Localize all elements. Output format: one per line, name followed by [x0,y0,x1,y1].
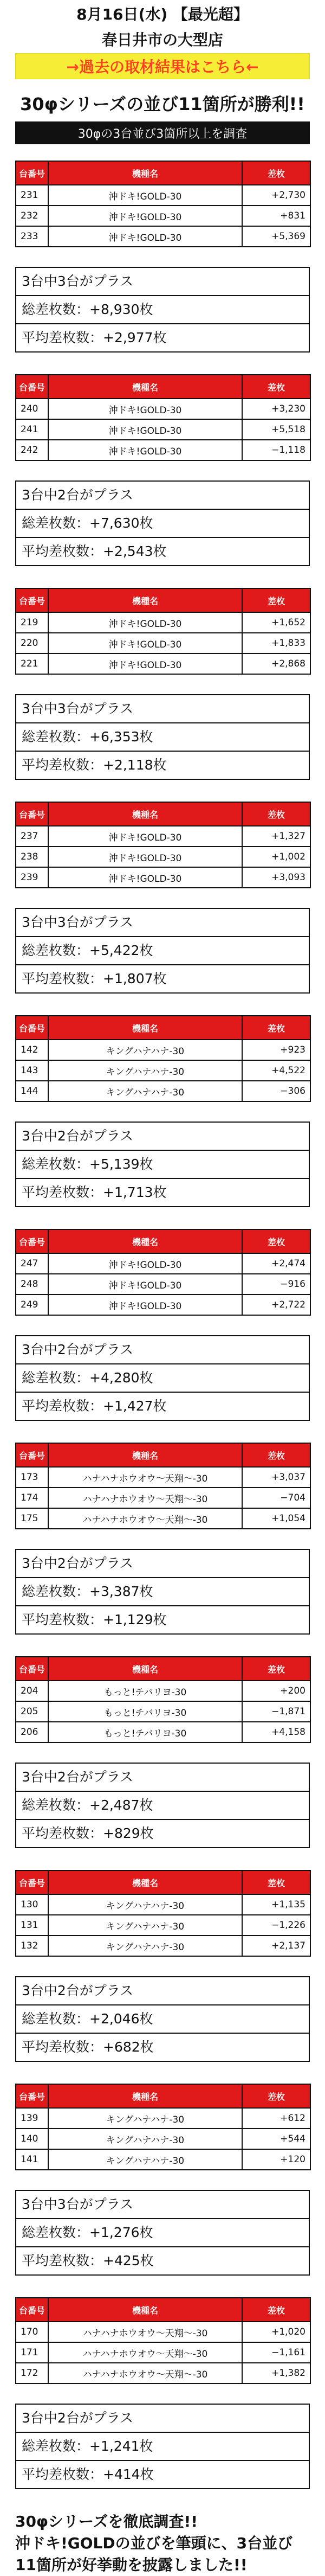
header-machine-name: 機種名 [48,802,242,826]
summary-plus-count: 3台中3台がプラス [16,695,309,723]
summary-total: 総差枚数：+4,280枚 [16,1364,309,1393]
table-row [16,653,310,674]
machine-name: キングハナハナ-30 [48,1060,242,1081]
machine-name: 沖ドキ!GOLD-30 [48,1274,242,1295]
summary-total: 総差枚数：+8,930枚 [16,296,309,324]
coin-difference: +1,054 [242,1508,310,1529]
machine-number: 175 [16,1508,48,1529]
result-table [15,2297,311,2384]
table-row [16,1488,310,1508]
machine-name: ハナハナホウオウ〜天翔〜-30 [48,2342,242,2363]
table-header-row [16,588,310,612]
table-row [16,1274,310,1295]
result-group [15,1443,310,1656]
table-header-row [16,1229,310,1253]
result-group [15,1870,310,2084]
table-row [16,2149,310,2170]
machine-number: 174 [16,1488,48,1508]
machine-number: 232 [16,206,48,226]
machine-number: 141 [16,2149,48,2170]
machine-name: ハナハナホウオウ〜天翔〜-30 [48,1508,242,1529]
table-row [16,1722,310,1742]
table-row [16,419,310,440]
summary-total: 総差枚数：+5,139枚 [16,1151,309,1179]
table-header-row [16,2298,310,2322]
machine-number: 239 [16,867,48,888]
machine-name: ハナハナホウオウ〜天翔〜-30 [48,1488,242,1508]
machine-number: 140 [16,2129,48,2149]
summary-average: 平均差枚数：+2,543枚 [22,543,167,559]
summary-total: 総差枚数：+2,046枚 [16,2005,309,2034]
machine-number: 144 [16,1081,48,1101]
footer-line-3: 11箇所が好挙動を披露しました!! [15,2556,248,2574]
header-difference: 差枚 [242,2298,310,2322]
machine-number: 139 [16,2108,48,2129]
results-list [0,161,325,2511]
header-difference: 差枚 [242,1870,310,1894]
coin-difference: +1,020 [242,2322,310,2342]
coin-difference: +1,382 [242,2363,310,2383]
machine-name: もっと!チバリヨ-30 [48,1681,242,1701]
coin-difference: +1,327 [242,826,310,847]
table-row [16,206,310,226]
summary-average: 平均差枚数：+414枚 [22,2466,154,2482]
machine-name: キングハナハナ-30 [48,1936,242,1956]
machine-name: 沖ドキ!GOLD-30 [48,399,242,419]
table-row [16,1915,310,1936]
summary-box [15,2190,310,2276]
summary-box [15,1122,310,1207]
header-difference: 差枚 [242,161,310,185]
header-machine-number: 台番号 [16,2084,48,2108]
machine-number: 142 [16,1040,48,1060]
machine-name: もっと!チバリヨ-30 [48,1701,242,1722]
machine-name: 沖ドキ!GOLD-30 [48,1253,242,1274]
table-row [16,1295,310,1315]
header-machine-number: 台番号 [16,802,48,826]
machine-number: 204 [16,1681,48,1701]
header-machine-number: 台番号 [16,375,48,399]
coin-difference: −1,226 [242,1915,310,1936]
header-machine-number: 台番号 [16,1657,48,1681]
summary-plus-count: 3台中2台がプラス [16,1764,309,1792]
machine-number: 219 [16,612,48,633]
machine-number: 231 [16,185,48,206]
result-group [15,161,310,374]
table-row [16,1253,310,1274]
result-table [15,2084,311,2170]
table-header-row [16,1870,310,1894]
machine-name: ハナハナホウオウ〜天翔〜-30 [48,2322,242,2342]
coin-difference: +3,093 [242,867,310,888]
header-machine-name: 機種名 [48,2298,242,2322]
machine-name: 沖ドキ!GOLD-30 [48,867,242,888]
table-row [16,1508,310,1529]
result-group [15,2297,310,2511]
machine-name: 沖ドキ!GOLD-30 [48,1295,242,1315]
coin-difference: +5,369 [242,226,310,247]
machine-number: 249 [16,1295,48,1315]
header-machine-number: 台番号 [16,1443,48,1467]
summary-plus-count: 3台中3台がプラス [16,268,309,296]
result-table [15,1870,311,1957]
table-header-row [16,1443,310,1467]
machine-number: 143 [16,1060,48,1081]
coin-difference: +3,037 [242,1467,310,1488]
result-table [15,1443,311,1529]
header-machine-name: 機種名 [48,2084,242,2108]
coin-difference: +1,833 [242,633,310,653]
coin-difference: +1,135 [242,1894,310,1915]
summary-total: 総差枚数：+7,630枚 [16,510,309,538]
coin-difference: +612 [242,2108,310,2129]
summary-total: 総差枚数：+2,487枚 [16,1792,309,1820]
summary-box [15,1976,310,2062]
machine-name: 沖ドキ!GOLD-30 [48,653,242,674]
machine-number: 206 [16,1722,48,1742]
machine-name: キングハナハナ-30 [48,1040,242,1060]
table-row [16,1467,310,1488]
machine-number: 221 [16,653,48,674]
table-row [16,1060,310,1081]
machine-number: 170 [16,2322,48,2342]
table-row [16,226,310,247]
coin-difference: +1,652 [242,612,310,633]
summary-box [15,2404,310,2489]
summary-plus-count: 3台中2台がプラス [16,2405,309,2433]
coin-difference: +2,474 [242,1253,310,1274]
summary-average: 平均差枚数：+2,118枚 [22,757,167,773]
machine-number: 220 [16,633,48,653]
table-header-row [16,2084,310,2108]
header-machine-number: 台番号 [16,1229,48,1253]
table-row [16,399,310,419]
machine-name: キングハナハナ-30 [48,1081,242,1101]
coin-difference: −1,118 [242,440,310,460]
table-header-row [16,1016,310,1040]
table-header-row [16,802,310,826]
machine-number: 132 [16,1936,48,1956]
header-difference: 差枚 [242,1016,310,1040]
result-table [15,588,311,675]
summary-average: 平均差枚数：+1,713枚 [22,1184,167,1200]
coin-difference: +2,730 [242,185,310,206]
result-group [15,374,310,588]
summary-box [15,694,310,780]
table-row [16,2363,310,2383]
machine-name: 沖ドキ!GOLD-30 [48,826,242,847]
coin-difference: +831 [242,206,310,226]
result-group [15,1656,310,1870]
header-difference: 差枚 [242,1229,310,1253]
summary-total: 総差枚数：+1,241枚 [16,2433,309,2461]
footer-note [15,2511,310,2576]
coin-difference: +3,230 [242,399,310,419]
header-machine-number: 台番号 [16,588,48,612]
coin-difference: +2,137 [242,1936,310,1956]
result-table [15,161,311,247]
coin-difference: +120 [242,2149,310,2170]
result-table [15,1656,311,1743]
summary-average: 平均差枚数：+2,977枚 [22,330,167,345]
summary-plus-count: 3台中2台がプラス [16,1123,309,1151]
machine-name: キングハナハナ-30 [48,2129,242,2149]
header-machine-number: 台番号 [16,1016,48,1040]
summary-average: 平均差枚数：+682枚 [22,2039,154,2055]
result-table [15,1015,311,1102]
machine-number: 241 [16,419,48,440]
machine-name: キングハナハナ-30 [48,1915,242,1936]
machine-number: 240 [16,399,48,419]
summary-box [15,1335,310,1421]
summary-average: 平均差枚数：+1,807枚 [22,971,167,986]
summary-box [15,1549,310,1635]
coin-difference: −306 [242,1081,310,1101]
store-name: 春日井市の大型店 [101,31,223,49]
coin-difference: −916 [242,1274,310,1295]
table-row [16,1681,310,1701]
header-difference: 差枚 [242,802,310,826]
result-table [15,1229,311,1316]
footer-line-2: 沖ドキ!GOLDの並びを筆頭に、3台並び [15,2534,293,2552]
summary-total: 総差枚数：+6,353枚 [16,723,309,752]
result-group [15,802,310,1015]
table-row [16,1894,310,1915]
machine-name: 沖ドキ!GOLD-30 [48,440,242,460]
machine-name: 沖ドキ!GOLD-30 [48,206,242,226]
coin-difference: −1,161 [242,2342,310,2363]
table-row [16,633,310,653]
header-machine-number: 台番号 [16,161,48,185]
result-group [15,1015,310,1229]
summary-average: 平均差枚数：+829枚 [22,1825,154,1841]
header-difference: 差枚 [242,2084,310,2108]
summary-plus-count: 3台中2台がプラス [16,482,309,510]
machine-name: 沖ドキ!GOLD-30 [48,419,242,440]
machine-number: 237 [16,826,48,847]
machine-number: 238 [16,847,48,867]
machine-number: 205 [16,1701,48,1722]
machine-name: 沖ドキ!GOLD-30 [48,226,242,247]
table-row [16,1701,310,1722]
coin-difference: −704 [242,1488,310,1508]
header-machine-name: 機種名 [48,375,242,399]
result-table [15,374,311,461]
result-table [15,802,311,888]
summary-plus-count: 3台中2台がプラス [16,1550,309,1578]
headline: 30φシリーズの並び11箇所が勝利!! [20,94,305,114]
header-difference: 差枚 [242,1443,310,1467]
machine-number: 171 [16,2342,48,2363]
machine-number: 173 [16,1467,48,1488]
table-row [16,2129,310,2149]
header-machine-name: 機種名 [48,1443,242,1467]
machine-number: 248 [16,1274,48,1295]
table-row [16,1936,310,1956]
summary-average: 平均差枚数：+1,427枚 [22,1398,167,1414]
machine-number: 130 [16,1894,48,1915]
table-row [16,185,310,206]
result-group [15,1229,310,1443]
table-row [16,2322,310,2342]
table-row [16,2108,310,2129]
machine-name: キングハナハナ-30 [48,2149,242,2170]
coin-difference: +1,002 [242,847,310,867]
coin-difference: −1,871 [242,1701,310,1722]
summary-box [15,908,310,994]
table-header-row [16,1657,310,1681]
header-difference: 差枚 [242,375,310,399]
header-difference: 差枚 [242,588,310,612]
summary-plus-count: 3台中2台がプラス [16,1336,309,1364]
header-difference: 差枚 [242,1657,310,1681]
subheading-bar: 30φの3台並び3箇所以上を調査 [15,121,310,144]
summary-box [15,267,310,353]
coin-difference: +4,158 [242,1722,310,1742]
machine-name: キングハナハナ-30 [48,1894,242,1915]
coin-difference: +2,722 [242,1295,310,1315]
footer-line-1: 30φシリーズを徹底調査!! [15,2513,198,2530]
machine-name: 沖ドキ!GOLD-30 [48,185,242,206]
header-machine-name: 機種名 [48,1229,242,1253]
page-date: 8月16日(水) 【最光超】 [76,5,249,23]
past-results-link-label: →過去の取材結果はこちら← [66,58,259,76]
machine-name: 沖ドキ!GOLD-30 [48,633,242,653]
summary-box [15,1763,310,1848]
header-machine-name: 機種名 [48,588,242,612]
coin-difference: +5,518 [242,419,310,440]
result-group [15,588,310,802]
table-header-row [16,375,310,399]
result-group [15,2084,310,2297]
table-row [16,612,310,633]
past-results-link[interactable] [15,53,310,79]
table-row [16,847,310,867]
summary-average: 平均差枚数：+1,129枚 [22,1612,167,1627]
machine-name: 沖ドキ!GOLD-30 [48,612,242,633]
machine-number: 172 [16,2363,48,2383]
summary-plus-count: 3台中3台がプラス [16,2191,309,2219]
header-machine-number: 台番号 [16,1870,48,1894]
coin-difference: +2,868 [242,653,310,674]
summary-plus-count: 3台中3台がプラス [16,909,309,937]
machine-name: 沖ドキ!GOLD-30 [48,847,242,867]
header-machine-name: 機種名 [48,1016,242,1040]
header-machine-name: 機種名 [48,161,242,185]
coin-difference: +923 [242,1040,310,1060]
machine-number: 242 [16,440,48,460]
summary-total: 総差枚数：+5,422枚 [16,937,309,965]
machine-number: 247 [16,1253,48,1274]
machine-number: 233 [16,226,48,247]
table-row [16,1040,310,1060]
summary-box [15,480,310,566]
coin-difference: +200 [242,1681,310,1701]
machine-name: キングハナハナ-30 [48,2108,242,2129]
table-row [16,2342,310,2363]
header-machine-name: 機種名 [48,1657,242,1681]
summary-average: 平均差枚数：+425枚 [22,2253,154,2269]
header-machine-name: 機種名 [48,1870,242,1894]
summary-total: 総差枚数：+1,276枚 [16,2219,309,2247]
coin-difference: +544 [242,2129,310,2149]
summary-total: 総差枚数：+3,387枚 [16,1578,309,1606]
table-row [16,1081,310,1101]
summary-plus-count: 3台中2台がプラス [16,1977,309,2005]
table-row [16,826,310,847]
coin-difference: +4,522 [242,1060,310,1081]
machine-number: 131 [16,1915,48,1936]
table-row [16,867,310,888]
machine-name: ハナハナホウオウ〜天翔〜-30 [48,2363,242,2383]
header-machine-number: 台番号 [16,2298,48,2322]
machine-name: もっと!チバリヨ-30 [48,1722,242,1742]
machine-name: ハナハナホウオウ〜天翔〜-30 [48,1467,242,1488]
table-header-row [16,161,310,185]
table-row [16,440,310,460]
